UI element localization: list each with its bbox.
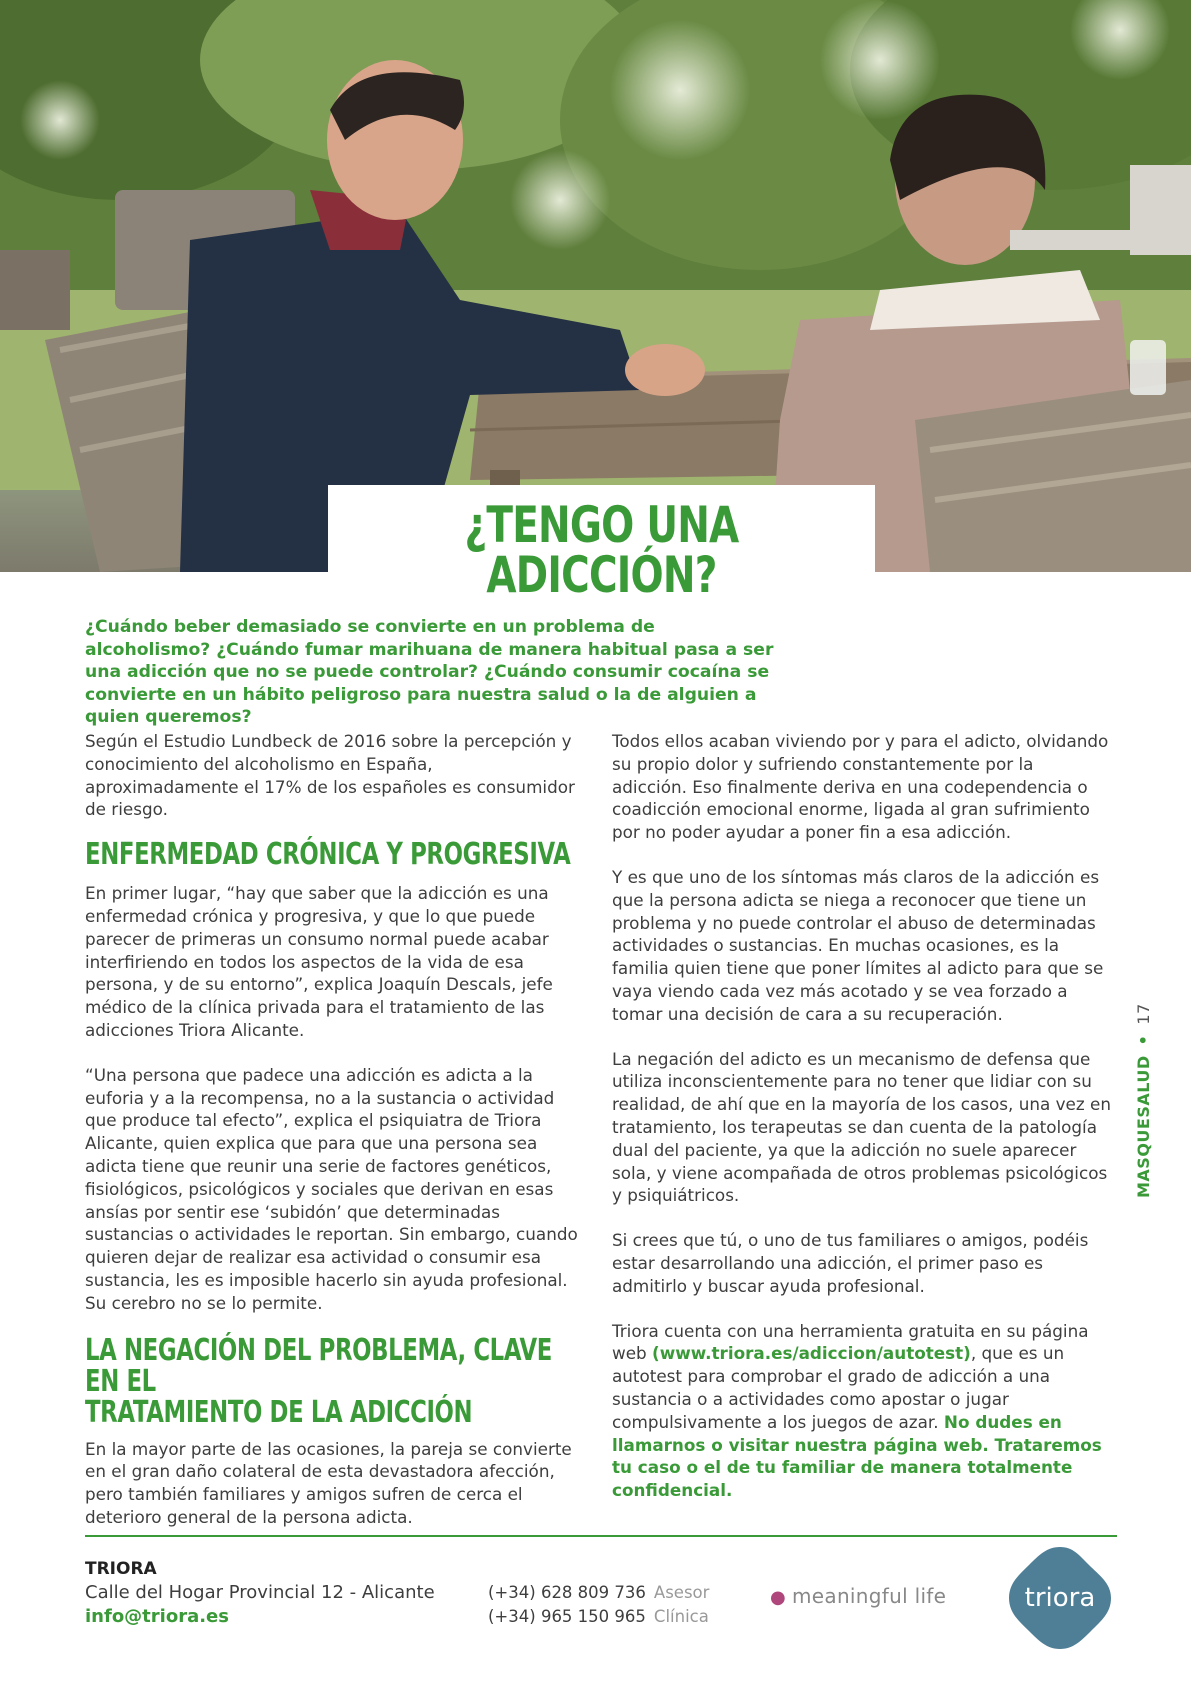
section-heading-line: LA NEGACIÓN DEL PROBLEMA, CLAVE EN EL <box>85 1332 553 1399</box>
paragraph <box>612 1320 1112 1502</box>
company-address: Calle del Hogar Provincial 12 - Alicante <box>85 1582 435 1603</box>
separator: • <box>1134 1034 1153 1046</box>
paragraph: Según el Estudio Lundbeck de 2016 sobre la percepción y conocimiento del alcoholismo en España, aproximadamente el 17% de los españoles es consumidor de riesgo. <box>85 731 575 820</box>
phone-label: Asesor <box>653 1583 710 1602</box>
phone-number[interactable]: (+34) 628 809 736 <box>488 1583 646 1602</box>
right-column <box>612 730 1112 1502</box>
paragraph-text: Triora cuenta con una herramienta gratuita en su página web <box>612 1320 1089 1364</box>
logo-text: triora <box>1024 1583 1096 1613</box>
section-name: MASQUESALUD <box>1134 1055 1153 1198</box>
page-title: ¿TENGO UNA ADICCIÓN? <box>464 496 739 604</box>
paragraph: “Una persona que padece una adicción es adicta a la euforia y a la recompensa, no a la sustancia o actividad que produce tal efecto”, explica el psiquiatra de Triora Alicante, quien explica que para que una persona sea adicta tiene que reunir una serie de factores genéticos, fisiológicos, psicológicos y sociales que derivan en esas ansías por sentir ese ‘subidón’ que determinadas sustancias o actividades le reportan. Sin embargo, cuando quieren dejar de realizar esa actividad o consumir esa sustancia, les es imposible hacerlo sin ayuda profesional. Su cerebro no se lo permite. <box>85 1064 578 1313</box>
paragraph: En la mayor parte de las ocasiones, la pareja se convierte en el gran daño colateral de esta devastadora afección, pero también familiares y amigos sufren de cerca el deterioro general de la persona adicta. <box>85 1438 572 1527</box>
left-column <box>85 730 585 1529</box>
triora-logo <box>1005 1543 1115 1653</box>
paragraph: Todos ellos acaban viviendo por y para el adicto, olvidando su propio dolor y sufriendo constantemente por la adicción. Eso finalmente deriva en una codependencia o coadicción emocional enorme, ligada al gran sufrimiento por no poder ayudar a poner fin a esa adicción. <box>612 731 1109 843</box>
footer-divider <box>85 1535 1117 1537</box>
section-heading-2 <box>85 1332 585 1430</box>
page-number: 17 <box>1134 1003 1153 1025</box>
phone-label: Clínica <box>653 1607 709 1626</box>
section-sidebar-label <box>1134 1003 1153 1198</box>
paragraph-text: , que es un autotest para comprobar el grado de adicción a una sustancia o a actividades como apostar o jugar compulsivamente a los juegos de azar. <box>612 1343 1065 1432</box>
tagline-dot-icon: ● <box>770 1587 787 1608</box>
phone-number[interactable]: (+34) 965 150 965 <box>488 1607 646 1626</box>
paragraph: La negación del adicto es un mecanismo de defensa que utiliza inconscientemente para no tener que lidiar con su realidad, de ahí que en la mayoría de los casos, una vez en tratamiento, los terapeutas se dan cuenta de la patología dual del paciente, ya que la adicción no suele aparecer sola, y viene acompañada de otros problemas psicológicos y psiquiátricos. <box>612 1048 1111 1206</box>
call-to-action: No dudes en llamarnos o visitar nuestra página web. Trataremos tu caso o el de tu familiar de manera totalmente confidencial. <box>612 1411 1102 1501</box>
footer-phones <box>488 1581 709 1629</box>
brand-tagline <box>770 1584 946 1608</box>
tagline-text: meaningful life <box>792 1584 947 1608</box>
phone-row <box>488 1581 709 1605</box>
paragraph: En primer lugar, “hay que saber que la adicción es una enfermedad crónica y progresiva, y que lo que puede parecer de primeras un consumo normal puede acabar interfiriendo en todos los aspectos de la vida de esa persona, y de su entorno”, explica Joaquín Descals, jefe médico de la clínica privada para el tratamiento de las adicciones Triora Alicante. <box>85 883 553 1040</box>
section-heading-line: TRATAMIENTO DE LA ADICCIÓN <box>85 1394 473 1430</box>
paragraph: Y es que uno de los síntomas más claros de la adicción es que la persona adicta se niega a reconocer que tiene un problema y no puede controlar el abuso de determinadas actividades o sustancias. En muchas ocasiones, es la familia quien tiene que poner límites al adicto para que se vaya viendo cada vez más acotado y se vea forzado a tomar una decisión de cara a su recuperación. <box>612 866 1104 1024</box>
intro-lead: ¿Cuándo beber demasiado se convierte en un problema de alcoholismo? ¿Cuándo fumar marihuana de manera habitual pasa a ser una adicción que no se puede controlar? ¿Cuándo consumir cocaína se convierte en un hábito peligroso para nuestra salud o la de alguien a quien queremos? <box>85 617 774 727</box>
email-link[interactable]: info@triora.es <box>85 1606 229 1627</box>
footer-contact <box>85 1557 435 1629</box>
company-name: TRIORA <box>85 1559 157 1579</box>
paragraph: Si crees que tú, o uno de tus familiares o amigos, podéis estar desarrollando una adicción, el primer paso es admitirlo y buscar ayuda profesional. <box>612 1230 1089 1296</box>
section-heading: ENFERMEDAD CRÓNICA Y PROGRESIVA <box>85 837 571 873</box>
autotest-link[interactable]: (www.triora.es/adiccion/autotest) <box>652 1343 971 1364</box>
logo-shape-icon <box>1005 1543 1115 1653</box>
phone-row <box>488 1605 709 1629</box>
